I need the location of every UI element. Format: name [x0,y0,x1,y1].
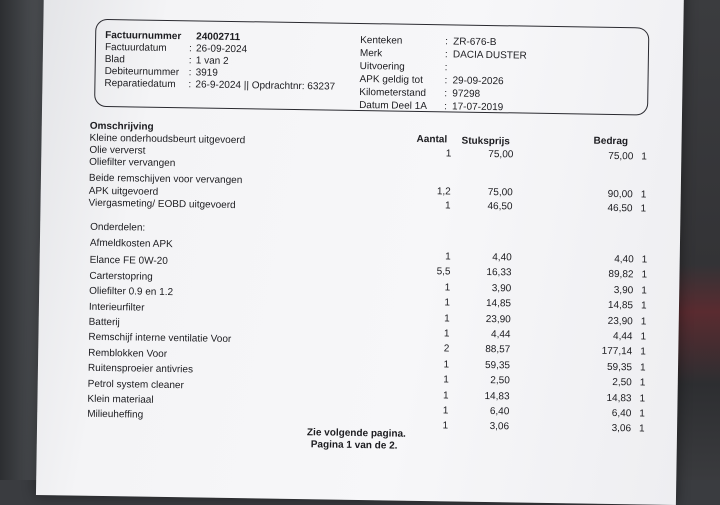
part-vat-code: 1 [640,300,647,312]
line-vat-code: 1 [640,189,647,201]
part-vat-code: 1 [639,362,646,374]
line-description: Viergasmeting/ EOBD uitgevoerd [88,197,236,212]
part-amount: 4,44 [612,330,633,343]
column-qty: Aantal [416,133,448,146]
line-description: Beide remschijven voor vervangen [88,172,243,187]
invoice-number-value: 24002711 [196,31,241,44]
part-qty: 1 [444,282,451,294]
part-qty: 1 [444,297,451,309]
line-qty [391,175,451,176]
repair-date-value: 26-9-2024 || Opdrachtnr: 63237 [195,79,336,93]
date-part1a-label: Datum Deel 1A [359,99,428,113]
part-description: Petrol system cleaner [87,378,184,391]
line-amount: 75,00 [608,150,634,163]
part-description: Remblokken Voor [88,347,168,360]
part-amount: 14,85 [607,300,634,312]
part-vat-code: 1 [640,316,647,328]
license-plate-label: Kenteken [360,34,403,47]
part-amount: 59,35 [606,361,633,374]
part-vat-code: 1 [639,408,645,420]
date-part1a-value: 17-07-2019 [452,101,504,114]
license-plate-value: ZR-676-B [453,36,497,49]
part-vat-code: 1 [638,423,645,435]
footer-continue: Zie volgende pagina. [306,427,406,440]
part-amount: 23,90 [607,315,633,327]
line-amount: 90,00 [607,188,633,201]
part-qty: 1 [443,374,449,386]
part-unit-price: 4,44 [490,329,511,341]
part-unit-price: 2,50 [490,375,510,387]
part-description: Carterstopring [89,270,153,283]
part-unit-price: 3,06 [489,421,510,433]
part-vat-code: 1 [641,254,648,266]
apk-valid-value: 29-09-2026 [452,75,504,88]
part-amount: 3,06 [611,423,632,435]
line-amount: 46,50 [607,202,633,215]
part-vat-code: 1 [641,269,648,281]
part-amount: 6,40 [611,407,632,420]
colon: : [444,49,448,61]
part-unit-price: 6,40 [489,406,510,418]
colon: : [188,67,192,79]
line-qty: 1,2 [436,186,451,198]
part-amount: 89,82 [608,269,634,281]
brand-value: DACIA DUSTER [452,49,527,62]
line-unit-price: 46,50 [487,200,513,213]
version-label: Uitvoering [359,60,405,73]
line-description: Oliefilter vervangen [89,156,176,170]
part-amount: 14,83 [606,392,632,404]
colon: : [444,101,447,113]
part-unit-price: 16,33 [486,267,512,279]
page-label: Blad [104,53,125,66]
colon: : [188,79,192,91]
debtor-number-value: 3919 [195,67,218,79]
colon: : [188,55,192,67]
part-unit-price: 14,85 [485,298,512,310]
line-unit-price: 75,00 [488,149,514,161]
part-description: Klein materiaal [87,393,154,406]
part-description: Remschijf interne ventilatie Voor [88,332,232,346]
footer-page: Pagina 1 van de 2. [310,439,398,452]
part-qty: 1 [443,359,450,371]
part-unit-price: 14,83 [484,390,510,402]
column-description: Omschrijving [89,120,154,133]
part-amount: 4,40 [614,253,634,266]
colon: : [444,88,448,100]
line-unit-price [453,176,513,177]
colon: : [188,43,192,55]
part-vat-code: 1 [641,285,647,297]
part-vat-code: 1 [640,331,647,343]
column-amount: Bedrag [593,135,629,148]
part-unit-price: 59,35 [484,359,511,372]
parts-heading: Onderdelen: [90,221,146,234]
line-description: Olie ververst [89,144,146,157]
part-unit-price: 4,40 [492,252,512,264]
part-unit-price: 23,90 [485,313,511,325]
part-description: Milieuheffing [87,409,144,422]
colon: : [445,36,448,48]
line-unit-price: 75,00 [487,187,513,199]
part-amount: 177,14 [601,346,633,358]
part-qty: 1 [442,420,449,432]
invoice-date-label: Factuurdatum [104,41,167,54]
line-amount [573,178,633,179]
line-description: APK uitgevoerd [88,185,159,198]
debtor-number-label: Debiteurnummer [104,65,180,79]
column-unit-price: Stuksprijs [461,135,511,148]
invoice-page [36,0,684,505]
part-amount: 3,90 [613,284,634,297]
line-description: Kleine onderhoudsbeurt uitgevoerd [89,132,246,147]
part-vat-code: 1 [639,393,646,405]
part-vat-code: 1 [639,377,646,389]
line-vat-code: 1 [640,203,647,215]
part-unit-price: 88,57 [485,344,511,356]
part-qty: 1 [442,389,449,402]
brand-label: Merk [359,47,383,60]
part-description: Ruitensproeier antivries [87,362,194,376]
invoice-date-value: 26-09-2024 [195,43,248,56]
part-qty: 2 [443,343,450,355]
part-qty: 1 [443,328,450,340]
part-description: Oliefilter 0.9 en 1.2 [89,285,174,299]
line-vat-code: 1 [641,151,647,163]
colon: : [444,62,448,74]
repair-date-label: Reparatiedatum [104,77,176,91]
colon: : [444,75,448,87]
mileage-value: 97298 [452,88,481,100]
part-description: Batterij [88,316,120,329]
part-qty: 1 [444,312,450,325]
part-qty: 1 [445,251,451,263]
mileage-label: Kilometerstand [359,86,427,100]
invoice-number-label: Factuurnummer [105,29,182,43]
part-unit-price: 3,90 [491,282,512,295]
page-value: 1 van 2 [195,55,229,67]
part-description: Elance FE 0W-20 [89,255,168,268]
part-vat-code: 1 [640,346,646,358]
part-description: Afmeldkosten APK [89,237,173,251]
line-qty: 1 [445,148,452,160]
apk-valid-label: APK geldig tot [359,73,423,86]
part-qty: 5,5 [436,266,451,278]
line-qty: 1 [444,200,451,212]
part-amount: 2,50 [612,377,632,389]
part-description: Interieurfilter [88,301,145,314]
part-qty: 1 [442,405,449,417]
